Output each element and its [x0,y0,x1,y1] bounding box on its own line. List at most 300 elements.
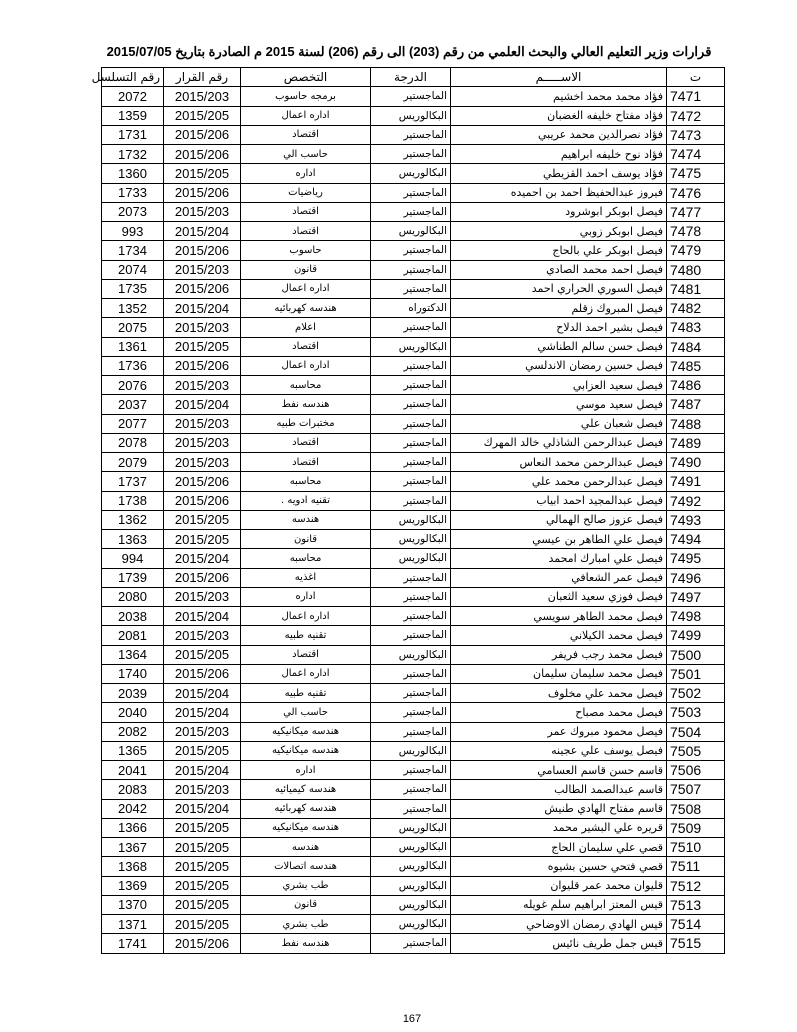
row-num-cell: 7506 [667,761,725,780]
row-num-cell: 7485 [667,356,725,375]
decision-cell: 2015/203 [164,587,241,606]
specialty-cell: هندسه [241,838,371,857]
serial-cell: 2076 [102,376,164,395]
degree-cell: الماجستير [371,318,451,337]
degree-cell: الماجستير [371,664,451,683]
decision-cell: 2015/206 [164,472,241,491]
table-row [102,491,725,510]
name-cell: فيصل حسن سالم الطناشي [451,337,667,356]
degree-cell: الماجستير [371,453,451,472]
name-cell: فؤاد نوح خليفه ابراهيم [451,145,667,164]
specialty-cell: تقنيه طبيه [241,626,371,645]
specialty-cell: هندسه كيميائيه [241,780,371,799]
degree-cell: الماجستير [371,684,451,703]
table-row [102,664,725,683]
specialty-cell: اداره [241,164,371,183]
table-row [102,472,725,491]
serial-cell: 2079 [102,453,164,472]
serial-cell: 1740 [102,664,164,683]
decision-cell: 2015/204 [164,703,241,722]
name-cell: قصي فتحي حسين بشيوه [451,857,667,876]
specialty-cell: محاسبه [241,549,371,568]
table-row [102,183,725,202]
decision-cell: 2015/205 [164,838,241,857]
degree-cell: البكالوريس [371,857,451,876]
table-row [102,453,725,472]
row-num-cell: 7499 [667,626,725,645]
degree-cell: البكالوريس [371,530,451,549]
serial-cell: 994 [102,549,164,568]
serial-cell: 1734 [102,241,164,260]
serial-cell: 1739 [102,568,164,587]
name-cell: فؤاد محمد محمد اخشيم [451,87,667,106]
serial-cell: 2080 [102,587,164,606]
degree-cell: الماجستير [371,183,451,202]
table-row [102,279,725,298]
table-row [102,299,725,318]
serial-cell: 2039 [102,684,164,703]
serial-cell: 1735 [102,279,164,298]
row-num-cell: 7508 [667,799,725,818]
table-row [102,549,725,568]
table-row [102,934,725,953]
specialty-cell: اداره اعمال [241,356,371,375]
name-cell: فيصل عبدالرحمن محمد علي [451,472,667,491]
serial-cell: 993 [102,222,164,241]
name-cell: فيصل محمد الكيلاني [451,626,667,645]
specialty-cell: هندسه [241,510,371,529]
serial-cell: 1359 [102,106,164,125]
specialty-cell: هندسه ميكانيكيه [241,818,371,837]
specialty-cell: حاسوب [241,241,371,260]
specialty-cell: اغذيه [241,568,371,587]
name-cell: قاسم مفتاح الهادي طنيش [451,799,667,818]
table-header-row [102,68,725,87]
serial-cell: 1732 [102,145,164,164]
row-num-cell: 7511 [667,857,725,876]
name-cell: فؤاد مفتاح خليفه الغضبان [451,106,667,125]
serial-cell: 1736 [102,356,164,375]
table-row [102,818,725,837]
row-num-cell: 7490 [667,453,725,472]
decision-cell: 2015/204 [164,761,241,780]
degree-cell: الدكتوراه [371,299,451,318]
row-num-cell: 7481 [667,279,725,298]
table-row [102,260,725,279]
header-decision: رقم القرار [164,68,241,87]
page-number: 167 [402,1013,422,1025]
degree-cell: البكالوريس [371,549,451,568]
table-row [102,125,725,144]
decision-cell: 2015/205 [164,915,241,934]
table-row [102,626,725,645]
name-cell: فيصل عبدالرحمن محمد النعاس [451,453,667,472]
specialty-cell: اقتصاد [241,222,371,241]
decision-cell: 2015/203 [164,202,241,221]
table-row [102,722,725,741]
header-name: الاســـــم [451,68,667,87]
name-cell: فيصل شعبان علي [451,414,667,433]
serial-cell: 1369 [102,876,164,895]
specialty-cell: مختبرات طبيه [241,414,371,433]
serial-cell: 2037 [102,395,164,414]
row-num-cell: 7501 [667,664,725,683]
specialty-cell: رياضيات [241,183,371,202]
table-row [102,780,725,799]
row-num-cell: 7500 [667,645,725,664]
degree-cell: الماجستير [371,414,451,433]
name-cell: قاسم عبدالصمد الطالب [451,780,667,799]
serial-cell: 1371 [102,915,164,934]
degree-cell: البكالوريس [371,164,451,183]
degree-cell: الماجستير [371,934,451,953]
decision-cell: 2015/206 [164,664,241,683]
specialty-cell: برمجه حاسوب [241,87,371,106]
table-row [102,530,725,549]
name-cell: فيصل المبروك زقلم [451,299,667,318]
name-cell: فيصل ابوبكر علي بالحاج [451,241,667,260]
specialty-cell: حاسب الي [241,703,371,722]
specialty-cell: اداره اعمال [241,279,371,298]
degree-cell: الماجستير [371,722,451,741]
name-cell: فيصل محمد مصباح [451,703,667,722]
header-serial: رقم التسلسل [102,68,164,87]
name-cell: فيصل يوسف علي عجينه [451,741,667,760]
table-row [102,145,725,164]
decision-cell: 2015/206 [164,568,241,587]
specialty-cell: قانون [241,895,371,914]
serial-cell: 1362 [102,510,164,529]
name-cell: فيصل بشير احمد الدلاح [451,318,667,337]
name-cell: فيصل السوري الحراري احمد [451,279,667,298]
table-row [102,915,725,934]
specialty-cell: طب بشري [241,915,371,934]
degree-cell: البكالوريس [371,645,451,664]
degree-cell: البكالوريس [371,106,451,125]
decision-cell: 2015/204 [164,395,241,414]
serial-cell: 1360 [102,164,164,183]
row-num-cell: 7482 [667,299,725,318]
row-num-cell: 7492 [667,491,725,510]
table-row [102,895,725,914]
specialty-cell: محاسبه [241,472,371,491]
serial-cell: 2072 [102,87,164,106]
name-cell: قيس جمل طريف نائيس [451,934,667,953]
decision-cell: 2015/205 [164,818,241,837]
serial-cell: 1733 [102,183,164,202]
name-cell: فؤاد يوسف احمد القزيطي [451,164,667,183]
decision-cell: 2015/203 [164,453,241,472]
name-cell: فيصل عمر الشعافي [451,568,667,587]
serial-cell: 1361 [102,337,164,356]
decision-cell: 2015/205 [164,645,241,664]
name-cell: فيصل علي الطاهر بن عيسي [451,530,667,549]
table-row [102,202,725,221]
degree-cell: الماجستير [371,587,451,606]
serial-cell: 1364 [102,645,164,664]
row-num-cell: 7480 [667,260,725,279]
row-num-cell: 7475 [667,164,725,183]
name-cell: فيصل محمد سليمان سليمان [451,664,667,683]
degree-cell: البكالوريس [371,895,451,914]
decision-cell: 2015/206 [164,356,241,375]
decision-cell: 2015/205 [164,741,241,760]
degree-cell: الماجستير [371,761,451,780]
row-num-cell: 7473 [667,125,725,144]
table-row [102,761,725,780]
table-row [102,164,725,183]
row-num-cell: 7514 [667,915,725,934]
decision-cell: 2015/203 [164,87,241,106]
name-cell: قليوان محمد عمر قليوان [451,876,667,895]
specialty-cell: اقتصاد [241,125,371,144]
table-row [102,87,725,106]
degree-cell: الماجستير [371,607,451,626]
row-num-cell: 7507 [667,780,725,799]
serial-cell: 2081 [102,626,164,645]
degree-cell: الماجستير [371,202,451,221]
degree-cell: الماجستير [371,568,451,587]
name-cell: قريره علي البشير محمد [451,818,667,837]
serial-cell: 1368 [102,857,164,876]
decision-cell: 2015/205 [164,164,241,183]
table-row [102,703,725,722]
decision-cell: 2015/205 [164,510,241,529]
table-row [102,222,725,241]
degree-cell: الماجستير [371,241,451,260]
specialty-cell: محاسبه [241,376,371,395]
specialty-cell: اقتصاد [241,645,371,664]
header-degree: الدرجة [371,68,451,87]
row-num-cell: 7510 [667,838,725,857]
table-row [102,241,725,260]
decision-cell: 2015/204 [164,607,241,626]
name-cell: فيصل سعيد موسي [451,395,667,414]
specialty-cell: اداره اعمال [241,664,371,683]
header-specialty: التخصص [241,68,371,87]
name-cell: قصي علي سليمان الحاج [451,838,667,857]
serial-cell: 1366 [102,818,164,837]
degree-cell: الماجستير [371,472,451,491]
row-num-cell: 7503 [667,703,725,722]
serial-cell: 1370 [102,895,164,914]
serial-cell: 2073 [102,202,164,221]
row-num-cell: 7491 [667,472,725,491]
specialty-cell: هندسه نفط [241,934,371,953]
table-row [102,607,725,626]
specialty-cell: اقتصاد [241,433,371,452]
degree-cell: الماجستير [371,626,451,645]
degree-cell: الماجستير [371,491,451,510]
decision-cell: 2015/206 [164,241,241,260]
name-cell: فيصل احمد محمد الصادي [451,260,667,279]
row-num-cell: 7494 [667,530,725,549]
table-row [102,876,725,895]
decision-cell: 2015/205 [164,530,241,549]
decision-cell: 2015/206 [164,125,241,144]
table-row [102,568,725,587]
name-cell: فيصل فوزي سعيد الثعبان [451,587,667,606]
degree-cell: البكالوريس [371,915,451,934]
row-num-cell: 7477 [667,202,725,221]
degree-cell: البكالوريس [371,838,451,857]
row-num-cell: 7471 [667,87,725,106]
serial-cell: 1731 [102,125,164,144]
serial-cell: 2042 [102,799,164,818]
degree-cell: الماجستير [371,125,451,144]
table-row [102,857,725,876]
row-num-cell: 7502 [667,684,725,703]
decision-cell: 2015/203 [164,433,241,452]
serial-cell: 2041 [102,761,164,780]
degree-cell: البكالوريس [371,510,451,529]
decision-cell: 2015/203 [164,414,241,433]
row-num-cell: 7495 [667,549,725,568]
specialty-cell: تقنيه طبيه [241,684,371,703]
table-row [102,510,725,529]
name-cell: قيس الهادي رمضان الاوضاحي [451,915,667,934]
row-num-cell: 7509 [667,818,725,837]
serial-cell: 1367 [102,838,164,857]
serial-cell: 2075 [102,318,164,337]
row-num-cell: 7493 [667,510,725,529]
name-cell: فيصل ابوبكر زوبي [451,222,667,241]
row-num-cell: 7496 [667,568,725,587]
decision-cell: 2015/205 [164,857,241,876]
name-cell: فيصل حسين رمضان الاندلسي [451,356,667,375]
table-row [102,645,725,664]
row-num-cell: 7489 [667,433,725,452]
name-cell: قاسم حسن قاسم العسامي [451,761,667,780]
table-row [102,337,725,356]
specialty-cell: هندسه ميكانيكيه [241,722,371,741]
table-row [102,684,725,703]
row-num-cell: 7512 [667,876,725,895]
row-num-cell: 7476 [667,183,725,202]
decision-cell: 2015/204 [164,799,241,818]
specialty-cell: اقتصاد [241,337,371,356]
decision-cell: 2015/206 [164,183,241,202]
table-row [102,433,725,452]
row-num-cell: 7515 [667,934,725,953]
specialty-cell: اداره [241,587,371,606]
row-num-cell: 7484 [667,337,725,356]
name-cell: فيصل محمد علي مخلوف [451,684,667,703]
specialty-cell: هندسه نفط [241,395,371,414]
row-num-cell: 7488 [667,414,725,433]
serial-cell: 2074 [102,260,164,279]
serial-cell: 1737 [102,472,164,491]
degree-cell: البكالوريس [371,337,451,356]
name-cell: قيس المعتز ابراهيم سلم غويله [451,895,667,914]
degree-cell: الماجستير [371,395,451,414]
serial-cell: 1352 [102,299,164,318]
degree-cell: البكالوريس [371,741,451,760]
header-num: ت [667,68,725,87]
specialty-cell: هندسه ميكانيكيه [241,741,371,760]
degree-cell: الماجستير [371,433,451,452]
row-num-cell: 7504 [667,722,725,741]
serial-cell: 2038 [102,607,164,626]
decision-cell: 2015/204 [164,299,241,318]
table-body [102,87,725,953]
decision-cell: 2015/204 [164,549,241,568]
decision-cell: 2015/203 [164,722,241,741]
serial-cell: 1738 [102,491,164,510]
decision-cell: 2015/205 [164,895,241,914]
decision-cell: 2015/204 [164,684,241,703]
degree-cell: الماجستير [371,356,451,375]
decision-cell: 2015/206 [164,934,241,953]
degree-cell: البكالوريس [371,876,451,895]
decision-cell: 2015/203 [164,376,241,395]
table-row [102,799,725,818]
name-cell: فيصل عبدالرحمن الشاذلي خالد المهرك [451,433,667,452]
table-row [102,741,725,760]
serial-cell: 1741 [102,934,164,953]
serial-cell: 2083 [102,780,164,799]
table-row [102,318,725,337]
document-title: قرارات وزير التعليم العالي والبحث العلمي من رقم (203) الى رقم (206) لسنة 2015 م الصادرة بتاريخ 2015/07/05 [106,44,712,59]
degree-cell: الماجستير [371,279,451,298]
degree-cell: الماجستير [371,703,451,722]
serial-cell: 2078 [102,433,164,452]
specialty-cell: هندسه كهربائيه [241,799,371,818]
row-num-cell: 7505 [667,741,725,760]
degree-cell: البكالوريس [371,222,451,241]
decision-cell: 2015/205 [164,337,241,356]
table-row [102,106,725,125]
serial-cell: 2077 [102,414,164,433]
decision-cell: 2015/205 [164,106,241,125]
table-row [102,414,725,433]
row-num-cell: 7472 [667,106,725,125]
degree-cell: البكالوريس [371,818,451,837]
table-row [102,376,725,395]
table-row [102,838,725,857]
specialty-cell: اقتصاد [241,453,371,472]
specialty-cell: قانون [241,260,371,279]
specialty-cell: اعلام [241,318,371,337]
name-cell: فيصل عبدالمجيد احمد ابياب [451,491,667,510]
decision-cell: 2015/206 [164,145,241,164]
specialty-cell: اداره اعمال [241,106,371,125]
row-num-cell: 7513 [667,895,725,914]
row-num-cell: 7474 [667,145,725,164]
name-cell: فيصل محمد رجب فريفر [451,645,667,664]
degree-cell: الماجستير [371,780,451,799]
specialty-cell: قانون [241,530,371,549]
decision-cell: 2015/203 [164,318,241,337]
specialty-cell: هندسه اتصالات [241,857,371,876]
specialty-cell: اداره [241,761,371,780]
degree-cell: الماجستير [371,799,451,818]
decision-cell: 2015/206 [164,491,241,510]
row-num-cell: 7487 [667,395,725,414]
specialty-cell: حاسب الي [241,145,371,164]
serial-cell: 1363 [102,530,164,549]
degree-cell: الماجستير [371,260,451,279]
row-num-cell: 7483 [667,318,725,337]
table-row [102,395,725,414]
row-num-cell: 7478 [667,222,725,241]
name-cell: فيصل علي امبارك امحمد [451,549,667,568]
row-num-cell: 7497 [667,587,725,606]
table-row [102,587,725,606]
name-cell: فيصل محمود مبروك عمر [451,722,667,741]
table-row [102,356,725,375]
specialty-cell: هندسه كهربائيه [241,299,371,318]
